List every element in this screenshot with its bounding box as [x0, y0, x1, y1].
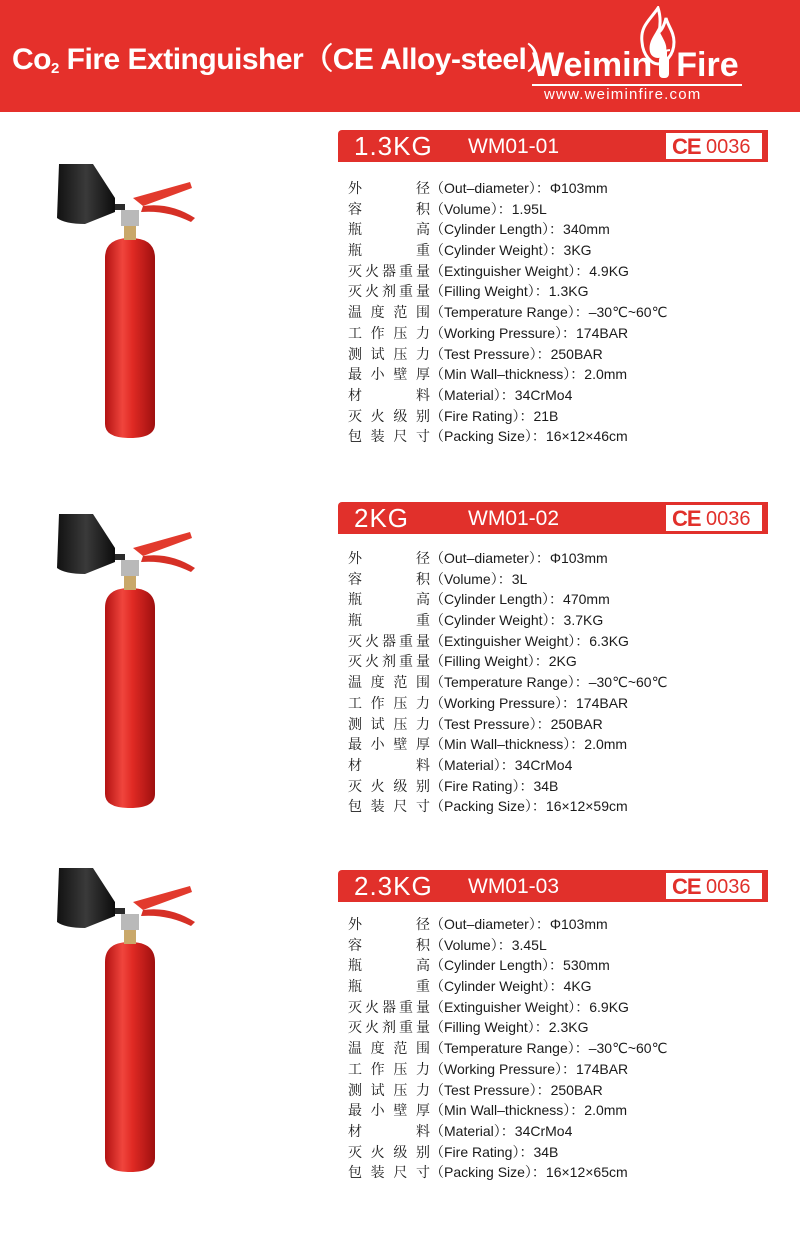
spec-value: （Temperature Range）：–30℃~60℃	[430, 304, 668, 321]
spec-label-cn: 灭火器重量	[348, 632, 430, 649]
spec-row	[348, 693, 667, 714]
spec-value: （Out–diameter）：Φ103mm	[430, 550, 608, 566]
ce-mark-icon: CE	[672, 874, 701, 899]
ce-number: 0036	[706, 508, 751, 530]
spec-label-cn: 工作压力	[348, 694, 430, 711]
spec-label-cn: 最小壁厚	[348, 366, 430, 383]
spec-row	[348, 261, 667, 282]
product-section	[0, 498, 800, 858]
product-header-bar	[338, 130, 768, 162]
spec-label-cn: 灭火级别	[348, 777, 430, 794]
spec-value: （Packing Size）：16×12×59cm	[430, 798, 628, 815]
spec-value: （Working Pressure）：174BAR	[430, 1060, 629, 1077]
spec-row	[348, 1121, 667, 1142]
spec-row	[348, 734, 667, 755]
title-subscript: 2	[51, 60, 59, 77]
spec-row	[348, 323, 667, 344]
spec-label-cn: 瓶高	[348, 957, 430, 974]
spec-row	[348, 548, 667, 569]
spec-row	[348, 344, 667, 365]
spec-label-cn: 温度范围	[348, 304, 430, 321]
spec-label-cn: 灭火剂重量	[348, 653, 430, 670]
spec-value: （Fire Rating）：34B	[430, 1143, 559, 1160]
spec-row	[348, 1059, 667, 1080]
spec-row	[348, 1162, 667, 1183]
page-title: $Co_2$ Fire Extinguisher（CE Alloy-steel）	[12, 43, 556, 77]
ce-number: 0036	[706, 136, 751, 158]
spec-label-cn: 测试压力	[348, 715, 430, 732]
spec-row	[348, 755, 667, 776]
spec-value: （Filling Weight）：1.3KG	[430, 283, 589, 300]
spec-row	[348, 651, 667, 672]
spec-row	[348, 796, 667, 817]
spec-value: （Material）：34CrMo4	[430, 386, 573, 403]
brand-logo	[532, 46, 762, 86]
product-header-bar	[338, 502, 768, 534]
spec-row	[348, 914, 667, 935]
fire-extinguisher-image	[55, 862, 205, 1172]
spec-value: （Test Pressure）：250BAR	[430, 345, 603, 362]
ce-mark-icon: CE	[672, 506, 701, 531]
product-weight: 2KG	[354, 503, 410, 533]
spec-value: （Volume）：3L	[430, 570, 528, 587]
spec-label-cn: 灭火器重量	[348, 262, 430, 279]
spec-label-cn: 工作压力	[348, 324, 430, 341]
spec-value: （Packing Size）：16×12×65cm	[430, 1164, 628, 1181]
spec-label-cn: 灭火级别	[348, 1143, 430, 1160]
spec-value: （Extinguisher Weight）：4.9KG	[430, 262, 629, 279]
spec-label-cn: 材料	[348, 1122, 430, 1139]
spec-label-cn: 材料	[348, 386, 430, 403]
spec-row	[348, 281, 667, 302]
spec-label-cn: 温度范围	[348, 674, 430, 691]
spec-value: （Min Wall–thickness）：2.0mm	[430, 736, 628, 753]
spec-label-cn: 外径	[348, 916, 430, 932]
spec-label-cn: 材料	[348, 756, 430, 773]
spec-row	[348, 631, 667, 652]
ce-certification-badge	[666, 133, 762, 159]
spec-value: （Out–diameter）：Φ103mm	[430, 180, 608, 196]
extinguisher-logo-icon	[652, 46, 676, 80]
spec-row	[348, 955, 667, 976]
spec-value: （Test Pressure）：250BAR	[430, 715, 603, 732]
spec-label-cn: 包装尺寸	[348, 798, 430, 815]
header-banner	[0, 0, 800, 112]
spec-value: （Cylinder Length）：530mm	[430, 957, 610, 974]
spec-label-cn: 包装尺寸	[348, 428, 430, 445]
ce-certification-badge	[666, 505, 762, 531]
spec-value: （Temperature Range）：–30℃~60℃	[430, 1040, 668, 1057]
spec-label-cn: 容积	[348, 570, 430, 587]
spec-list	[348, 914, 667, 1183]
spec-value: （Cylinder Length）：470mm	[430, 591, 610, 608]
spec-row	[348, 610, 667, 631]
ce-number: 0036	[706, 876, 751, 898]
spec-label-cn: 瓶重	[348, 978, 430, 995]
product-model: WM01-01	[468, 135, 560, 158]
spec-value: （Volume）：3.45L	[430, 936, 547, 953]
spec-row	[348, 302, 667, 323]
spec-row	[348, 569, 667, 590]
spec-row	[348, 776, 667, 797]
spec-label-cn: 外径	[348, 550, 430, 566]
spec-row	[348, 178, 667, 199]
spec-value: （Cylinder Weight）：3KG	[430, 242, 592, 259]
product-section	[0, 862, 800, 1222]
spec-row	[348, 997, 667, 1018]
spec-value: （Material）：34CrMo4	[430, 756, 573, 773]
product-model: WM01-03	[468, 875, 560, 898]
spec-label-cn: 瓶高	[348, 221, 430, 238]
spec-row	[348, 589, 667, 610]
spec-label-cn: 最小壁厚	[348, 1102, 430, 1119]
spec-value: （Filling Weight）：2.3KG	[430, 1019, 589, 1036]
product-weight: 2.3KG	[354, 871, 433, 901]
spec-value: （Extinguisher Weight）：6.9KG	[430, 998, 629, 1015]
fire-extinguisher-image	[55, 508, 205, 808]
spec-value: （Min Wall–thickness）：2.0mm	[430, 1102, 628, 1119]
spec-label-cn: 外径	[348, 180, 430, 196]
brand-name-right: Fire	[676, 46, 739, 84]
spec-row	[348, 714, 667, 735]
spec-value: （Min Wall–thickness）：2.0mm	[430, 366, 628, 383]
spec-label-cn: 工作压力	[348, 1060, 430, 1077]
spec-value: （Filling Weight）：2KG	[430, 653, 577, 670]
spec-value: （Fire Rating）：34B	[430, 777, 559, 794]
spec-label-cn: 包装尺寸	[348, 1164, 430, 1181]
spec-row	[348, 1038, 667, 1059]
spec-value: （Out–diameter）：Φ103mm	[430, 916, 608, 932]
spec-label-cn: 温度范围	[348, 1040, 430, 1057]
product-model: WM01-02	[468, 507, 560, 530]
ce-mark-icon: CE	[672, 134, 701, 159]
spec-row	[348, 219, 667, 240]
brand-name-left: Weimin	[532, 46, 653, 84]
spec-list	[348, 178, 667, 447]
spec-row	[348, 240, 667, 261]
spec-label-cn: 瓶高	[348, 591, 430, 608]
spec-value: （Temperature Range）：–30℃~60℃	[430, 674, 668, 691]
spec-label-cn: 瓶重	[348, 242, 430, 259]
spec-value: （Extinguisher Weight）：6.3KG	[430, 632, 629, 649]
spec-row	[348, 426, 667, 447]
spec-value: （Working Pressure）：174BAR	[430, 324, 629, 341]
ce-certification-badge	[666, 873, 762, 899]
spec-value: （Packing Size）：16×12×46cm	[430, 428, 628, 445]
spec-row	[348, 976, 667, 997]
spec-row	[348, 1100, 667, 1121]
spec-label-cn: 灭火剂重量	[348, 1019, 430, 1036]
product-weight: 1.3KG	[354, 131, 433, 161]
spec-label-cn: 瓶重	[348, 612, 430, 629]
product-section	[0, 128, 800, 488]
spec-label-cn: 测试压力	[348, 345, 430, 362]
spec-row	[348, 385, 667, 406]
spec-row	[348, 364, 667, 385]
spec-label-cn: 测试压力	[348, 1081, 430, 1098]
spec-row	[348, 1080, 667, 1101]
spec-row	[348, 672, 667, 693]
spec-row	[348, 1142, 667, 1163]
spec-row	[348, 406, 667, 427]
product-header-bar	[338, 870, 768, 902]
spec-value: （Working Pressure）：174BAR	[430, 694, 629, 711]
spec-label-cn: 灭火器重量	[348, 998, 430, 1015]
spec-value: （Material）：34CrMo4	[430, 1122, 573, 1139]
spec-label-cn: 容积	[348, 936, 430, 953]
spec-value: （Test Pressure）：250BAR	[430, 1081, 603, 1098]
spec-label-cn: 灭火剂重量	[348, 283, 430, 300]
spec-row	[348, 1017, 667, 1038]
spec-row	[348, 935, 667, 956]
spec-label-cn: 容积	[348, 200, 430, 217]
spec-value: （Volume）：1.95L	[430, 200, 547, 217]
brand-url: www.weiminfire.com	[544, 86, 702, 103]
spec-value: （Cylinder Length）：340mm	[430, 221, 610, 238]
spec-value: （Cylinder Weight）：3.7KG	[430, 612, 604, 629]
spec-label-cn: 最小壁厚	[348, 736, 430, 753]
spec-label-cn: 灭火级别	[348, 407, 430, 424]
spec-value: （Fire Rating）：21B	[430, 407, 559, 424]
spec-list	[348, 548, 667, 817]
spec-row	[348, 199, 667, 220]
fire-extinguisher-image	[55, 158, 205, 438]
spec-value: （Cylinder Weight）：4KG	[430, 978, 592, 995]
